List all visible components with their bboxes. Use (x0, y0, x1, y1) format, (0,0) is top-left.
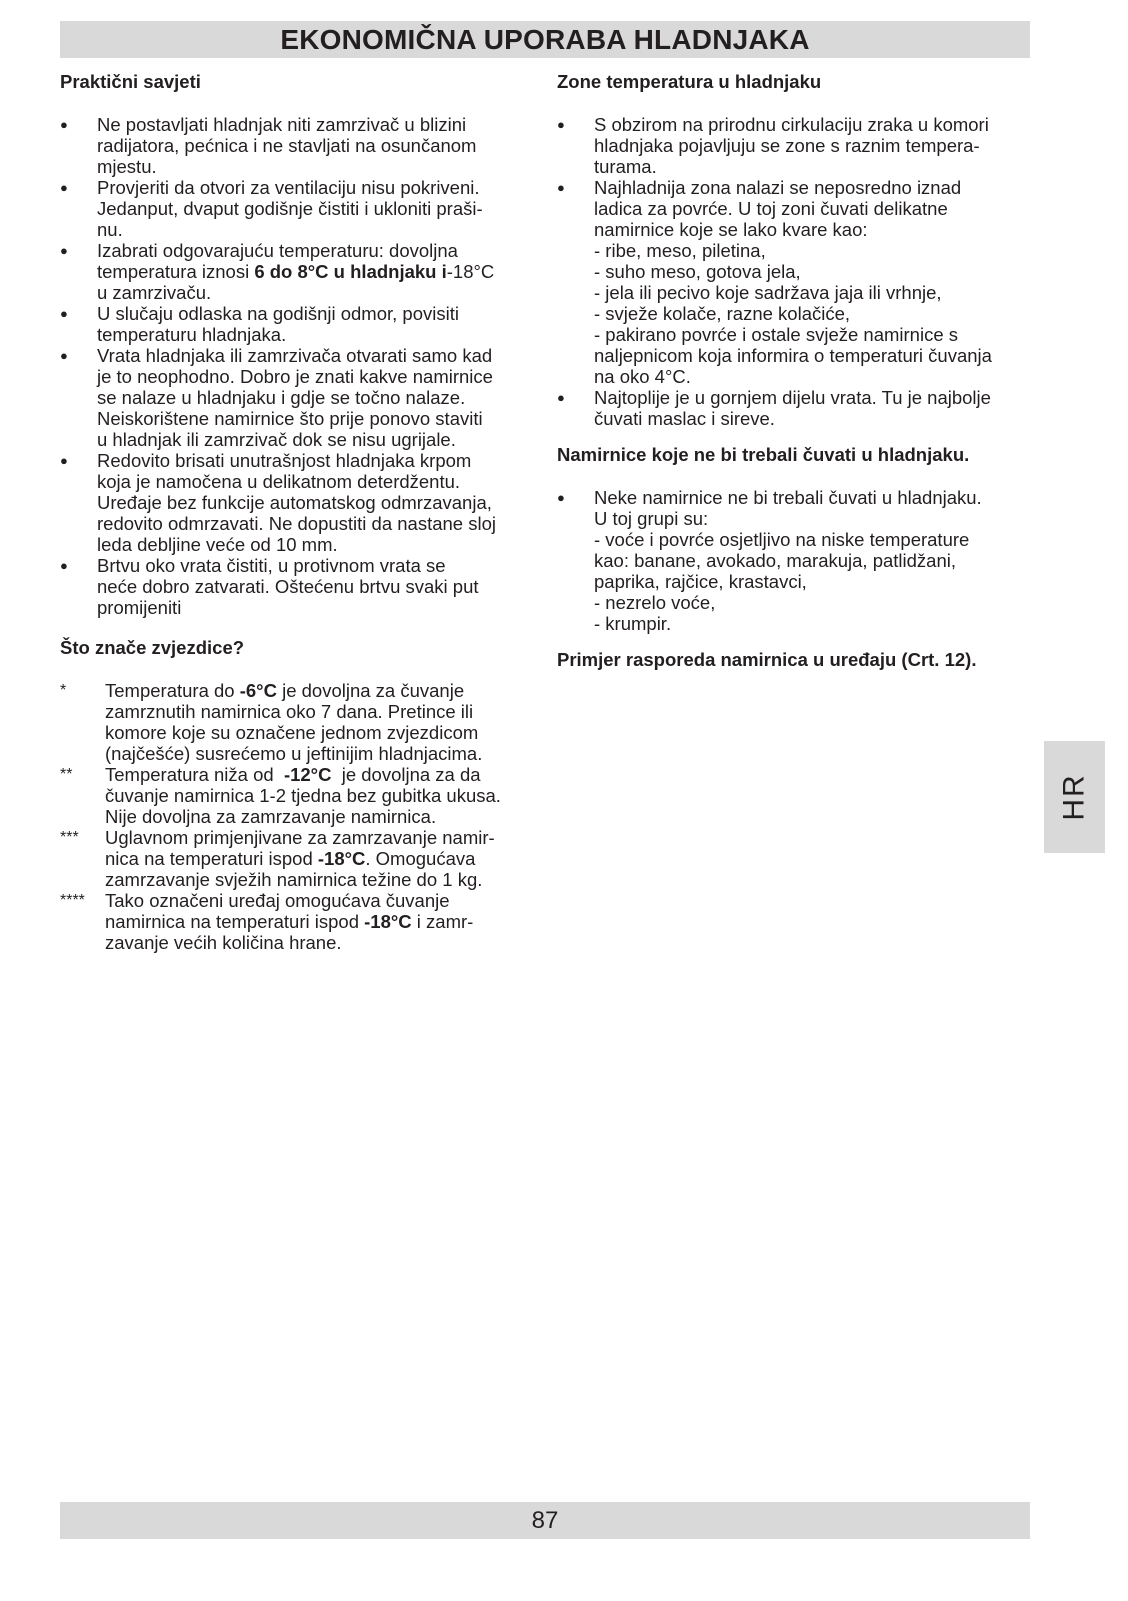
list-item: ● Ne postavljati hladnjak niti zamrzivač u blizini radijatora, pećnica i ne stavljati na osunčanom mjestu. (60, 114, 534, 177)
list-item: ● S obzirom na prirodnu cirkulaciju zraka u komori hladnjaka pojavljuju se zone s raznim tempera- turama. (557, 114, 1031, 177)
list-item: ● Brtvu oko vrata čistiti, u protivnom vrata se neće dobro zatvarati. Oštećenu brtvu svaki put promijeniti (60, 555, 534, 618)
star-rating-marker: *** (60, 829, 79, 846)
list-item: ● U slučaju odlaska na godišnji odmor, povisiti temperaturu hladnjaka. (60, 303, 534, 345)
page-title: EKONOMIČNA UPORABA HLADNJAKA (280, 23, 810, 55)
page-footer (60, 1502, 1030, 1539)
list-item: **** Tako označeni uređaj omogućava čuvanje namirnica na temperaturi ispod -18°C i zamr- zavanje većih količina hrane. (60, 890, 474, 953)
page-number: 87 (531, 1506, 559, 1534)
section-heading-practical-tips: Praktični savjeti (60, 71, 201, 92)
list-item: * Temperatura do -6°C je dovoljna za čuvanje zamrznutih namirnica oko 7 dana. Pretince ili komore koje su označene jednom zvjezdicom (najčešće) susrećemo u jeftinijim hladnjacima. (60, 680, 483, 764)
star-rating-marker: ** (60, 766, 73, 783)
list-item: ● Najtoplije je u gornjem dijelu vrata. Tu je najbolje čuvati maslac i sireve. (557, 387, 1031, 429)
section-heading-temperature-zones: Zone temperatura u hladnjaku (557, 71, 822, 92)
list-item: ● Izabrati odgovarajuću temperaturu: dovoljna temperatura iznosi 6 do 8°C u hladnjaku i-18°C u zamrzivaču. (60, 240, 534, 303)
list-item: ● Redovito brisati unutrašnjost hladnjaka krpom koja je namočena u delikatnom deterdžentu. Uređaje bez funkcije automatskog odmrzavanja, redovito odmrzavati. Ne dopustiti da nastane sloj leda debljine veće od 10 mm. (60, 450, 534, 555)
temperature-zones-list (557, 114, 1031, 429)
section-heading-storage-example: Primjer rasporeda namirnica u uređaju (Crt. 12). (557, 649, 977, 670)
language-tab (1044, 741, 1105, 853)
list-item: ● Neke namirnice ne bi trebali čuvati u hladnjaku. U toj grupi su: - voće i povrće osjetljivo na niske temperature kao: banane, avokado, marakuja, patlidžani, paprika, rajčice, krastavci, - nezrelo voće, - krumpir. (557, 487, 1031, 634)
practical-tips-list (60, 114, 534, 618)
list-item: ** Temperatura niža od -12°C je dovoljna za da čuvanje namirnica 1-2 tjedna bez gubitka ukusa. Nije dovoljna za zamrzavanje namirnica. (60, 764, 501, 827)
list-item: ● Najhladnija zona nalazi se neposredno iznad ladica za povrće. U toj zoni čuvati delikatne namirnice koje se lako kvare kao: - ribe, meso, piletina, - suho meso, gotova jela, - jela ili pecivo koje sadržava jaja ili vrhnje, - svježe kolače, razne kolačiće, - pakirano povrće i ostale svježe namirnice s naljepnicom koja informira o temperaturi čuvanja na oko 4°C. (557, 177, 1031, 387)
section-heading-stars: Što znače zvjezdice? (60, 637, 245, 658)
stars-list (60, 680, 534, 953)
language-tab-label: HR (1057, 773, 1091, 821)
list-item: *** Uglavnom primjenjivane za zamrzavanje namir- nica na temperaturi ispod -18°C. Omogućava zamrzavanje svježih namirnica težine do 1 kg. (60, 827, 495, 890)
right-column (557, 68, 1031, 674)
star-rating-marker: **** (60, 892, 85, 909)
section-heading-not-to-store: Namirnice koje ne bi trebali čuvati u hladnjaku. (557, 444, 970, 465)
star-rating-marker: * (60, 682, 67, 699)
list-item: ● Provjeriti da otvori za ventilaciju nisu pokriveni. Jedanput, dvaput godišnje čistiti i ukloniti praši- nu. (60, 177, 534, 240)
not-to-store-list (557, 487, 1031, 634)
list-item: ● Vrata hladnjaka ili zamrzivača otvarati samo kad je to neophodno. Dobro je znati kakve namirnice se nalaze u hladnjaku i gdje se točno nalaze. Neiskorištene namirnice što prije ponovo staviti u hladnjak ili zamrzivač dok se nisu ugrijale. (60, 345, 534, 450)
left-column (60, 68, 534, 953)
page-title-bar (60, 21, 1030, 58)
